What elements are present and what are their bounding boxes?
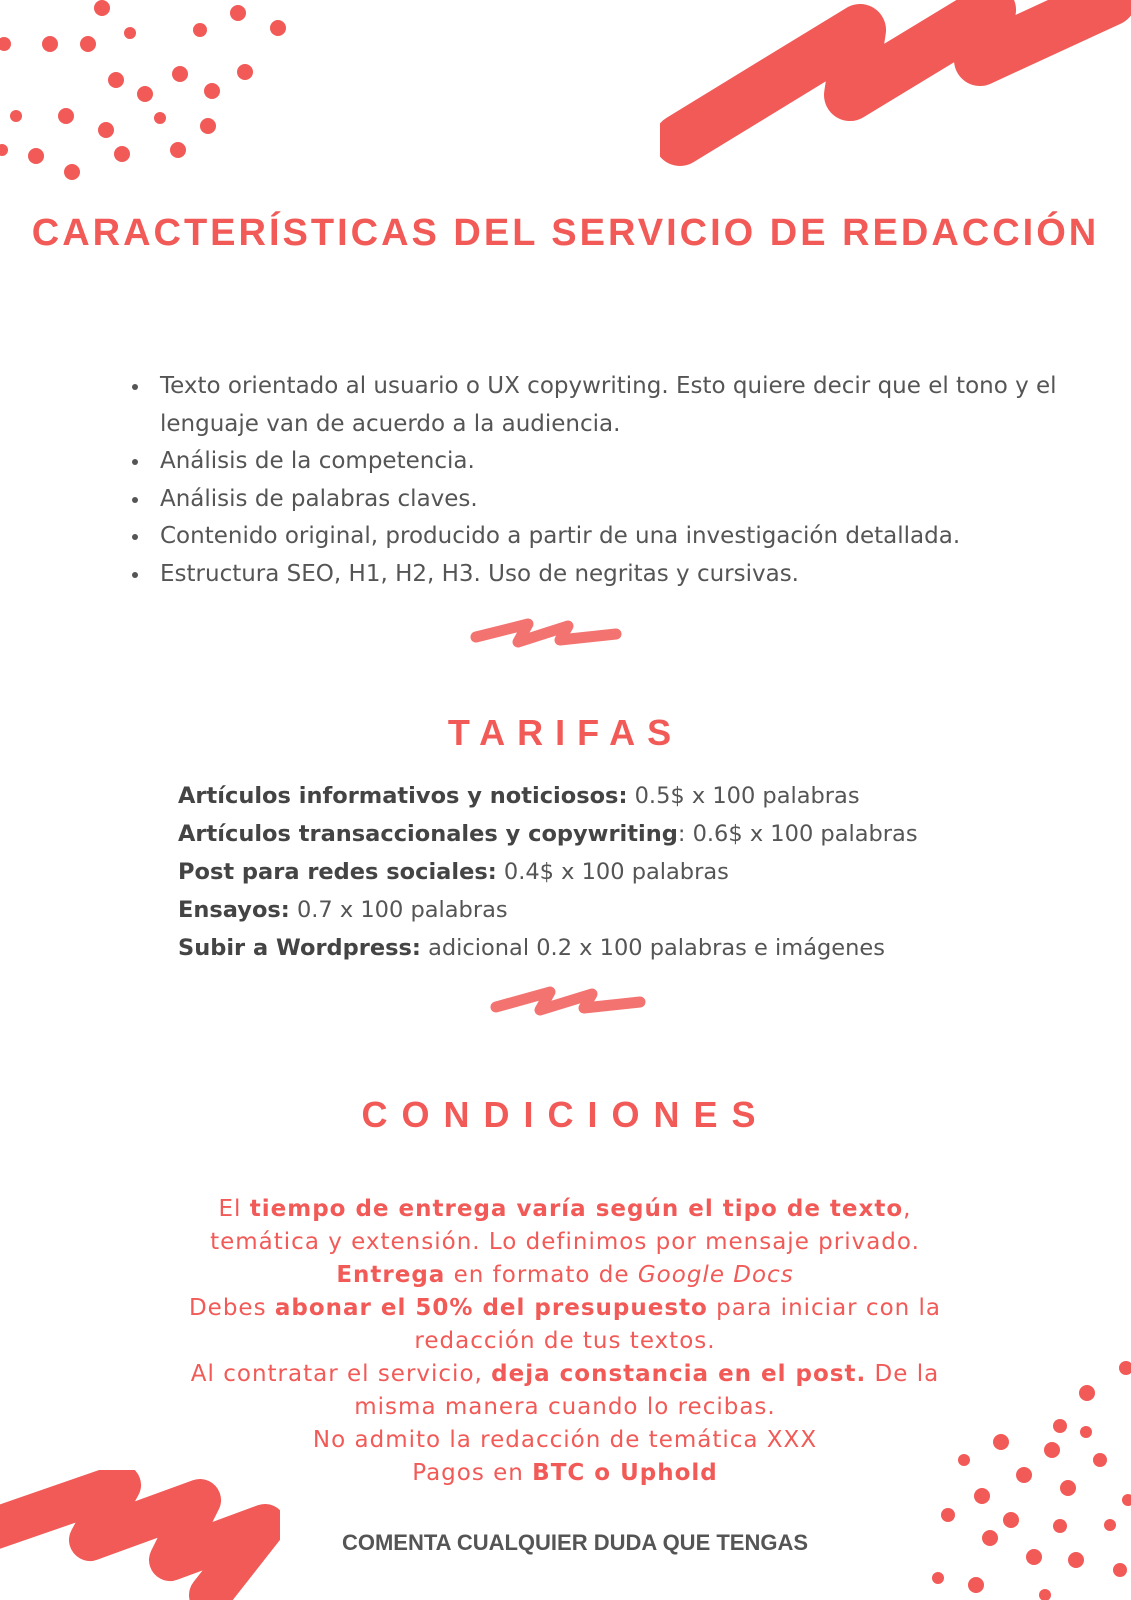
condition-line [180, 1193, 950, 1259]
rate-value: : 0.6$ x 100 palabras [677, 821, 918, 847]
squiggle-divider [488, 980, 648, 1025]
dots-decoration-bottom-right [930, 1360, 1131, 1600]
emphasis: deja constancia en el post. [491, 1361, 867, 1387]
rate-value: adicional 0.2 x 100 palabras e imágenes [420, 935, 885, 961]
rates-list [178, 777, 1078, 967]
text: De la misma manera cuando lo recibas. [354, 1361, 940, 1420]
rate-value: 0.5$ x 100 palabras [627, 783, 860, 809]
list-item: Análisis de palabras claves. [160, 481, 1060, 519]
rate-row [178, 815, 1078, 853]
features-list [160, 368, 1060, 593]
list-item: Estructura SEO, H1, H2, H3. Uso de negritas y cursivas. [160, 556, 1060, 594]
condition-line: No admito la redacción de temática XXX [312, 1427, 818, 1453]
heading-service-features: CARACTERÍSTICAS DEL SERVICIO DE REDACCIÓN [31, 212, 1100, 254]
text: Pagos en [412, 1460, 533, 1486]
text: El [218, 1196, 250, 1222]
condition-line [180, 1457, 950, 1490]
rate-value: 0.4$ x 100 palabras [496, 859, 729, 885]
text: , temática y extensión. Lo definimos por mensaje privado. [210, 1196, 920, 1255]
emphasis: tiempo de entrega varía según el tipo de texto [249, 1196, 904, 1222]
footer-call-to-action: COMENTA CUALQUIER DUDA QUE TENGAS [341, 1530, 809, 1555]
condition-line [180, 1259, 950, 1292]
heading-rates: TARIFAS [447, 712, 684, 753]
rate-row [178, 891, 1078, 929]
italic-text: Google Docs [637, 1262, 794, 1288]
dots-decoration-top-left [0, 0, 300, 190]
rate-label: Subir a Wordpress: [178, 935, 421, 961]
rate-value: 0.7 x 100 palabras [289, 897, 508, 923]
emphasis: Entrega [336, 1262, 446, 1288]
rate-label: Artículos informativos y noticiosos: [178, 783, 628, 809]
emphasis: BTC o Uphold [532, 1460, 718, 1486]
conditions-text [180, 1193, 950, 1490]
text: para iniciar con la redacción de tus textos. [414, 1295, 942, 1354]
condition-line [180, 1292, 950, 1358]
rate-label: Ensayos: [178, 897, 290, 923]
rate-row [178, 929, 1078, 967]
list-item: Texto orientado al usuario o UX copywriting. Esto quiere decir que el tono y el lenguaje van de acuerdo a la audiencia. [160, 368, 1060, 443]
list-item: Análisis de la competencia. [160, 443, 1060, 481]
emphasis: abonar el 50% del presupuesto [274, 1295, 708, 1321]
rate-label: Artículos transaccionales y copywriting [178, 821, 678, 847]
heading-conditions: CONDICIONES [361, 1094, 770, 1135]
text: Al contratar el servicio, [190, 1361, 492, 1387]
list-item: Contenido original, producido a partir de una investigación detallada. [160, 518, 1060, 556]
text: Debes [188, 1295, 275, 1321]
rate-row [178, 853, 1078, 891]
text: en formato de [445, 1262, 638, 1288]
condition-line [180, 1358, 950, 1424]
rate-row [178, 777, 1078, 815]
squiggle-divider [468, 612, 623, 657]
rate-label: Post para redes sociales: [178, 859, 497, 885]
brush-stroke-top-right [660, 0, 1131, 170]
